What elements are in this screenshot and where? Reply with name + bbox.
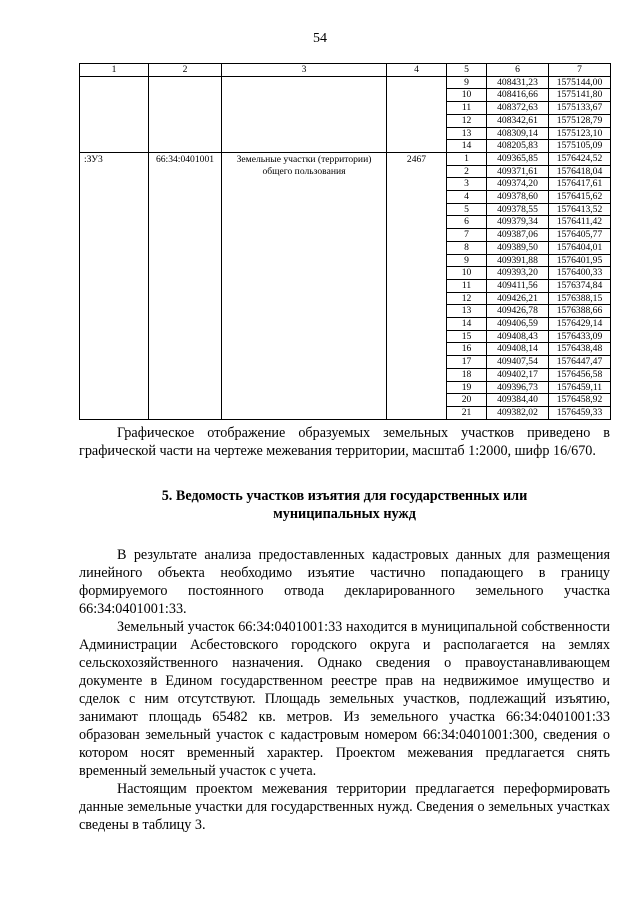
table-cell: 408416,66 bbox=[487, 89, 549, 102]
table-cell: 1576411,42 bbox=[549, 216, 611, 229]
table-cell: 1575105,09 bbox=[549, 140, 611, 153]
table-cell: 1575133,67 bbox=[549, 102, 611, 115]
plot-designation: :ЗУ3 bbox=[80, 152, 149, 419]
table-cell: 1576447,47 bbox=[549, 356, 611, 369]
plot-cadastral-number: 66:34:0401001 bbox=[149, 152, 222, 419]
paragraph-land-plot: Земельный участок 66:34:0401001:33 находится в муниципальной собственности Администрации Асбестовского городского округа и располагается на землях сельскохозяйственного назначения. Однако сведения о правоустанавливающем документе в Едином государственном реестре прав на недвижимое имущество и сделок с ним отсутствуют. Площадь земельных участков, подлежащий изъятию, занимают площадь 65482 кв. метров. Из земельного участка 66:34:0401001:33 образован земельный участок с кадастровым номером 66:34:0401001:300, сведения о котором носят временный характер. Проектом межевания предлагается снять временный земельный участок с учета. bbox=[79, 619, 610, 779]
table-cell: 13 bbox=[447, 305, 487, 318]
table-cell: 408372,63 bbox=[487, 102, 549, 115]
table-cell: 409382,02 bbox=[487, 406, 549, 419]
table-cell: 7 bbox=[447, 229, 487, 242]
table-empty-cell bbox=[80, 76, 149, 152]
table-cell: 1576388,15 bbox=[549, 292, 611, 305]
table-cell: 18 bbox=[447, 368, 487, 381]
table-cell: 408309,14 bbox=[487, 127, 549, 140]
table-cell: 409379,34 bbox=[487, 216, 549, 229]
table-cell: 10 bbox=[447, 89, 487, 102]
table-cell: 408205,83 bbox=[487, 140, 549, 153]
table-row bbox=[80, 152, 611, 165]
table-cell: 1576374,84 bbox=[549, 279, 611, 292]
table-cell: 409408,14 bbox=[487, 343, 549, 356]
table-cell: 409387,06 bbox=[487, 229, 549, 242]
table-cell: 1576424,52 bbox=[549, 152, 611, 165]
table-row bbox=[80, 76, 611, 89]
table-cell: 2 bbox=[447, 165, 487, 178]
table-empty-cell bbox=[387, 76, 447, 152]
section-heading-line1: 5. Ведомость участков изъятия для государственных или bbox=[161, 488, 528, 504]
table-cell: 409378,60 bbox=[487, 191, 549, 204]
table-cell: 1576438,48 bbox=[549, 343, 611, 356]
table-cell: 10 bbox=[447, 267, 487, 280]
table-cell: 16 bbox=[447, 343, 487, 356]
table-cell: 409389,50 bbox=[487, 241, 549, 254]
table-cell: 408342,61 bbox=[487, 114, 549, 127]
table-cell: 409393,20 bbox=[487, 267, 549, 280]
table-cell: 1575141,80 bbox=[549, 89, 611, 102]
table-cell: 13 bbox=[447, 127, 487, 140]
table-cell: 9 bbox=[447, 254, 487, 267]
graphic-note-paragraph: Графическое отображение образуемых земельных участков приведено в графической части на чертеже межевания территории, масштаб 1:2000, шифр 16/670. bbox=[79, 425, 610, 459]
table-cell: 3 bbox=[447, 178, 487, 191]
table-empty-cell bbox=[149, 76, 222, 152]
table-cell: 1576418,04 bbox=[549, 165, 611, 178]
table-cell: 1576429,14 bbox=[549, 318, 611, 331]
table-cell: 1576458,92 bbox=[549, 394, 611, 407]
table-cell: 9 bbox=[447, 76, 487, 89]
table-cell: 4 bbox=[447, 191, 487, 204]
table-cell: 409407,54 bbox=[487, 356, 549, 369]
table-cell: 14 bbox=[447, 140, 487, 153]
table-cell: 17 bbox=[447, 356, 487, 369]
table-header-cell: 2 bbox=[149, 64, 222, 77]
section-heading bbox=[79, 487, 610, 523]
table-cell: 1576459,11 bbox=[549, 381, 611, 394]
table-empty-cell bbox=[222, 76, 387, 152]
table-cell: 409365,85 bbox=[487, 152, 549, 165]
table-cell: 409411,56 bbox=[487, 279, 549, 292]
table-cell: 409374,20 bbox=[487, 178, 549, 191]
table-cell: 409396,73 bbox=[487, 381, 549, 394]
table-cell: 1576415,62 bbox=[549, 191, 611, 204]
table-cell: 1575123,10 bbox=[549, 127, 611, 140]
table-cell: 409408,43 bbox=[487, 330, 549, 343]
table-header-cell: 1 bbox=[80, 64, 149, 77]
table-header-row bbox=[80, 64, 611, 77]
table-cell: 15 bbox=[447, 330, 487, 343]
table-cell: 409426,21 bbox=[487, 292, 549, 305]
table-cell: 1576405,77 bbox=[549, 229, 611, 242]
table-header-cell: 4 bbox=[387, 64, 447, 77]
table-cell: 14 bbox=[447, 318, 487, 331]
table-header-cell: 6 bbox=[487, 64, 549, 77]
plot-category: Земельные участки (территории) общего пользования bbox=[222, 152, 387, 419]
table-cell: 6 bbox=[447, 216, 487, 229]
section-heading-line2: муниципальных нужд bbox=[273, 506, 416, 522]
coordinates-table bbox=[79, 63, 611, 420]
table-cell: 20 bbox=[447, 394, 487, 407]
table-cell: 1575144,00 bbox=[549, 76, 611, 89]
table-header-cell: 7 bbox=[549, 64, 611, 77]
table-cell: 409378,55 bbox=[487, 203, 549, 216]
section-body bbox=[79, 546, 610, 834]
table-cell: 1576459,33 bbox=[549, 406, 611, 419]
table-cell: 1576401,95 bbox=[549, 254, 611, 267]
paragraph-proposal: Настоящим проектом межевания территории предлагается переформировать данные земельные участки для государственных нужд. Сведения о земельных участках сведены в таблицу 3. bbox=[79, 781, 610, 833]
table-cell: 1576456,58 bbox=[549, 368, 611, 381]
table-cell: 409426,78 bbox=[487, 305, 549, 318]
table-cell: 409384,40 bbox=[487, 394, 549, 407]
table-header-cell: 3 bbox=[222, 64, 387, 77]
table-cell: 409406,59 bbox=[487, 318, 549, 331]
table-cell: 5 bbox=[447, 203, 487, 216]
table-cell: 1576413,52 bbox=[549, 203, 611, 216]
table-cell: 1 bbox=[447, 152, 487, 165]
table-cell: 21 bbox=[447, 406, 487, 419]
table-cell: 8 bbox=[447, 241, 487, 254]
graphic-note bbox=[79, 424, 610, 460]
plot-area: 2467 bbox=[387, 152, 447, 419]
table-cell: 1576404,01 bbox=[549, 241, 611, 254]
table-cell: 11 bbox=[447, 102, 487, 115]
table-cell: 19 bbox=[447, 381, 487, 394]
table-cell: 408431,23 bbox=[487, 76, 549, 89]
paragraph-analysis: В результате анализа предоставленных кадастровых данных для размещения линейного объекта необходимо изъятие частично попадающего в границу формируемого постоянного отвода декларированного земельного участка 66:34:0401001:33. bbox=[79, 547, 610, 617]
table-cell: 12 bbox=[447, 292, 487, 305]
page-number: 54 bbox=[313, 31, 327, 46]
table-cell: 12 bbox=[447, 114, 487, 127]
table-cell: 1575128,79 bbox=[549, 114, 611, 127]
table-cell: 1576417,61 bbox=[549, 178, 611, 191]
table-cell: 11 bbox=[447, 279, 487, 292]
table-cell: 409402,17 bbox=[487, 368, 549, 381]
table-header-cell: 5 bbox=[447, 64, 487, 77]
table-cell: 1576388,66 bbox=[549, 305, 611, 318]
table-cell: 1576400,33 bbox=[549, 267, 611, 280]
table-cell: 409371,61 bbox=[487, 165, 549, 178]
table-cell: 1576433,09 bbox=[549, 330, 611, 343]
table-cell: 409391,88 bbox=[487, 254, 549, 267]
